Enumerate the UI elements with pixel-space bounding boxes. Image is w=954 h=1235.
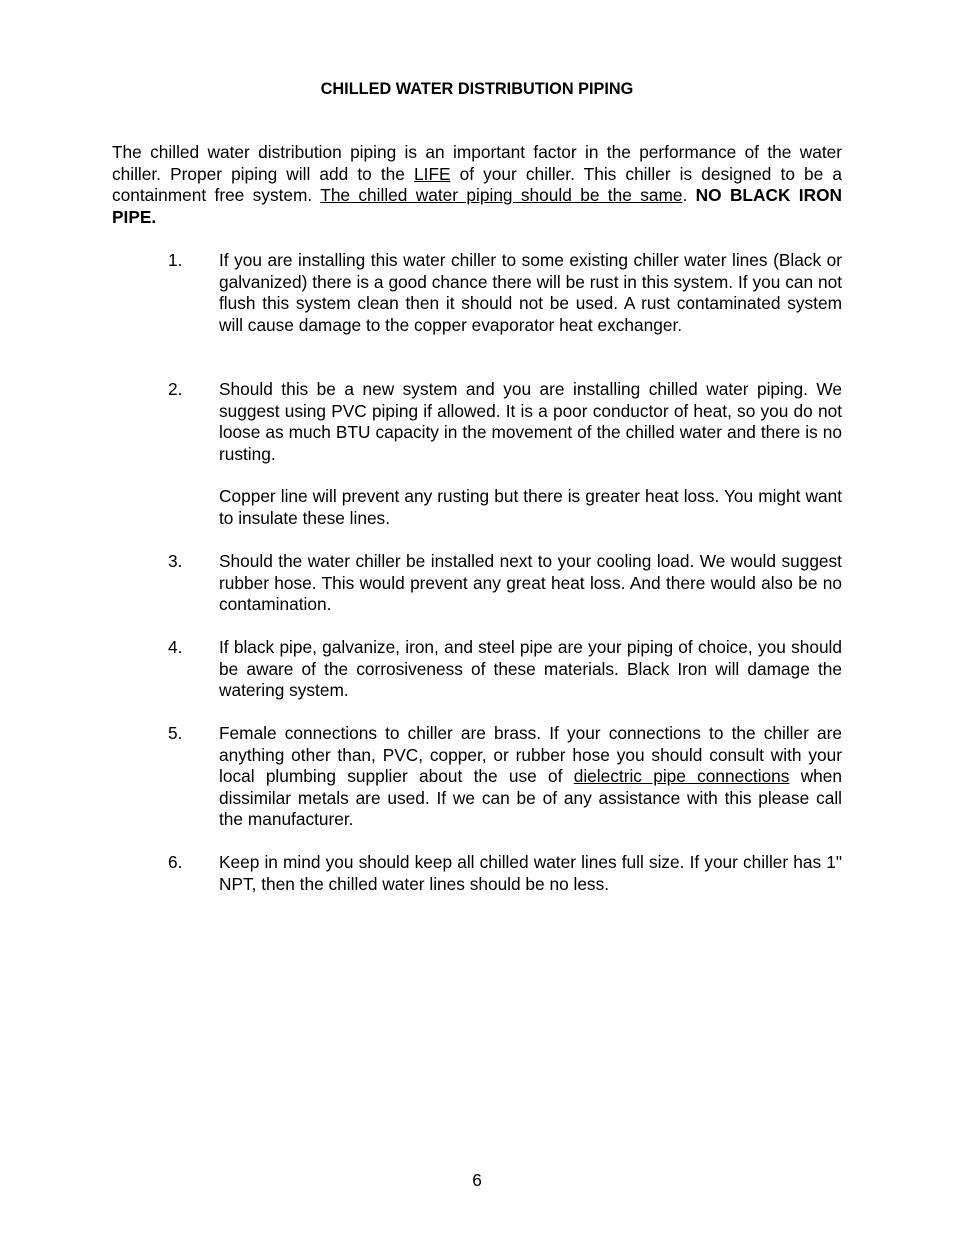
list-item-text: If you are installing this water chiller to some existing chiller water lines (Black or galvanized) there is a good chance there will be rust in this system. If you can not flush this system clean then it should not be used. A rust contaminated system will cause damage to the copper evaporator heat exchanger. — [219, 250, 842, 335]
list-item-number: 4. — [168, 637, 183, 657]
list-item-text: If black pipe, galvanize, iron, and steel pipe are your piping of choice, you should be aware of the corrosiveness of these materials. Black Iron will damage the watering system. — [219, 637, 842, 700]
list-item-number: 2. — [168, 379, 183, 399]
intro-text-3: . — [682, 185, 696, 205]
list-item-text: Should the water chiller be installed next to your cooling load. We would suggest rubber hose. This would prevent any great heat loss. And there would also be no contamination. — [219, 551, 842, 614]
page-number: 6 — [472, 1170, 482, 1190]
intro-paragraph — [112, 142, 842, 228]
intro-underlined-statement: The chilled water piping should be the same — [320, 185, 683, 205]
list-item-number: 6. — [168, 852, 183, 872]
intro-text-2: of your chiller. This chiller is designed to be a containment free system. — [112, 163, 842, 205]
list-item-number: 5. — [168, 723, 183, 743]
intro-text-1: The chilled water distribution piping is an important factor in the performance of the water chiller. Proper piping will add to the — [112, 142, 842, 184]
list-item-number: 3. — [168, 551, 183, 571]
list-item-number: 1. — [168, 250, 183, 270]
list-item-text: Keep in mind you should keep all chilled water lines full size. If your chiller has 1" NPT, then the chilled water lines should be no less. — [219, 852, 842, 894]
page-title: CHILLED WATER DISTRIBUTION PIPING — [320, 80, 634, 98]
intro-life-underlined: LIFE — [414, 163, 451, 184]
intro-bold-warning: NO BLACK IRON PIPE. — [112, 185, 843, 227]
dielectric-connections-underlined: dielectric pipe connections — [573, 766, 790, 786]
list-item-text-before: Female connections to chiller are brass. If your connections to the chiller are anything other than, PVC, copper, or rubber hose you should consult with your local plumbing supplier about the use of — [219, 723, 842, 786]
list-item-text-continued: Copper line will prevent any rusting but there is greater heat loss. You might want to insulate these lines. — [219, 486, 842, 528]
list-item-text: Should this be a new system and you are installing chilled water piping. We suggest using PVC piping if allowed. It is a poor conductor of heat, so you do not loose as much BTU capacity in the movement of the chilled water and there is no rusting. — [219, 379, 842, 464]
list-item-text-after: when dissimilar metals are used. If we can be of any assistance with this please call the manufacturer. — [219, 766, 843, 829]
list-item-text — [219, 723, 842, 831]
